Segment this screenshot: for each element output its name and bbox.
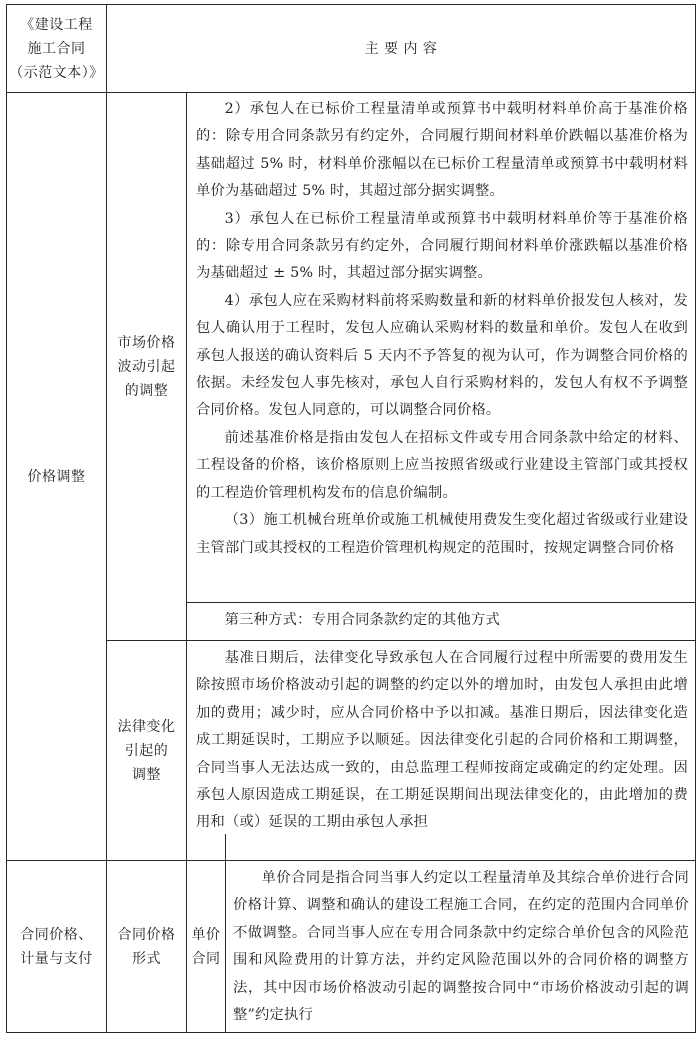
market-fluctuation-label <box>107 93 186 640</box>
paragraph: 单价合同是指合同当事人约定以工程量清单及其综合单价进行合同价格计算、调整和确认的建设工程施工合同，在约定的范围内合同单价不做调整。合同当事人应在专用合同条款中约定综合单价包含的风险范围和风险费用的计算方法，并约定风险范围以外的合同价格的调整方法，其中因市场价格波动引起的调整按合同中“市场价格波动引起的调整”约定执行 <box>233 870 689 1024</box>
table-border-right <box>695 4 696 1033</box>
law-row-divider <box>106 640 696 641</box>
law-change-content <box>196 645 688 837</box>
price-adjustment-label: 价格调整 <box>27 468 86 485</box>
header-col1-line: （示范文本）》 <box>9 64 104 81</box>
paragraph: （3）施工机械台班单价或施工机械使用费发生变化超过省级或行业建设主管部门或其授权的工程造价管理机构规定的范围时，按规定调整合同价格 <box>196 512 688 556</box>
contract-price-label: 合同价格、计量与支付 <box>20 926 93 967</box>
third-method-divider <box>186 602 696 603</box>
law-label-line: 法律变化 <box>117 718 176 735</box>
unit-price-label-line: 单价 <box>191 926 221 943</box>
unit-price-contract-label <box>187 861 225 1032</box>
law-label-line: 引起的 <box>124 742 169 759</box>
paragraph: 前述基准价格是指由发包人在招标文件或专用合同条款中给定的材料、工程设备的价格，该价格原则上应当按照省级或行业建设主管部门或其授权的工程造价管理机构发布的信息价编制。 <box>196 429 688 501</box>
header-col2-text: 主 要 内 容 <box>364 40 438 57</box>
form-label-line: 合同价格 <box>117 926 176 943</box>
header-col1-line: 施工合同 <box>27 40 86 57</box>
market-label-line: 的调整 <box>124 382 169 399</box>
contract-price-form-label <box>107 861 186 1032</box>
column-divider-unit-price <box>225 860 226 1033</box>
form-label-line: 形式 <box>132 950 161 967</box>
market-label-line: 波动引起 <box>117 358 176 375</box>
header-col1-line: 《建设工程 <box>20 16 93 33</box>
header-col-contract-text <box>7 5 106 92</box>
paragraph: 3）承包人在已标价工程量清单或预算书中载明材料单价等于基准价格的：除专用合同条款另有约定外，合同履行期间材料单价涨跌幅以基准价格为基础超过 ± 5% 时，其超过部分据实调整。 <box>196 210 688 282</box>
paragraph: 4）承包人应在采购材料前将采购数量和新的材料单价报发包人核对，发包人确认用于工程时，发包人应确认采购材料的数量和单价。发包人在收到承包人报送的确认资料后 5 天内不予答复的视为认可，作为调整合同价格的依据。未经发包人事先核对，承包人自行采购材料的，发包人有权不予调整合同价格。发包人同意的，可以调整合同价格。 <box>196 292 688 419</box>
law-label-line: 调整 <box>132 766 161 783</box>
market-fluctuation-content <box>196 96 688 562</box>
paragraph: 基准日期后，法律变化导致承包人在合同履行过程中所需要的费用发生除按照市场价格波动引起的调整的约定以外的增加时，由发包人承担由此增加的费用；减少时，应从合同价格中予以扣减。基准日期后，因法律变化造成工期延误时，工期应予以顺延。因法律变化引起的合同价格和工期调整，合同当事人无法达成一致的，由总监理工程师按商定或确定的约定处理。因承包人原因造成工期延误，在工期延误期间出现法律变化的，由此增加的费用和（或）延误的工期由承包人承担 <box>196 650 688 831</box>
table-border-bottom <box>6 1032 696 1033</box>
market-label-line: 市场价格 <box>117 334 176 351</box>
law-change-label <box>107 641 186 860</box>
third-method-text: 第三种方式：专用合同条款约定的其他方式 <box>224 612 501 628</box>
unit-price-contract-content <box>233 865 689 1029</box>
unit-price-label-line: 合同 <box>191 950 221 967</box>
law-row-step <box>225 834 226 861</box>
paragraph: 2）承包人在已标价工程量清单或预算书中载明材料单价高于基准价格的：除专用合同条款另有约定外，合同履行期间材料单价跌幅以基准价格为基础超过 5% 时，材料单价涨幅以在已标价工程量清单或预算书中载明材料单价为基础超过 5% 时，其超过部分据实调整。 <box>196 101 688 200</box>
header-col-main-content <box>107 5 695 92</box>
